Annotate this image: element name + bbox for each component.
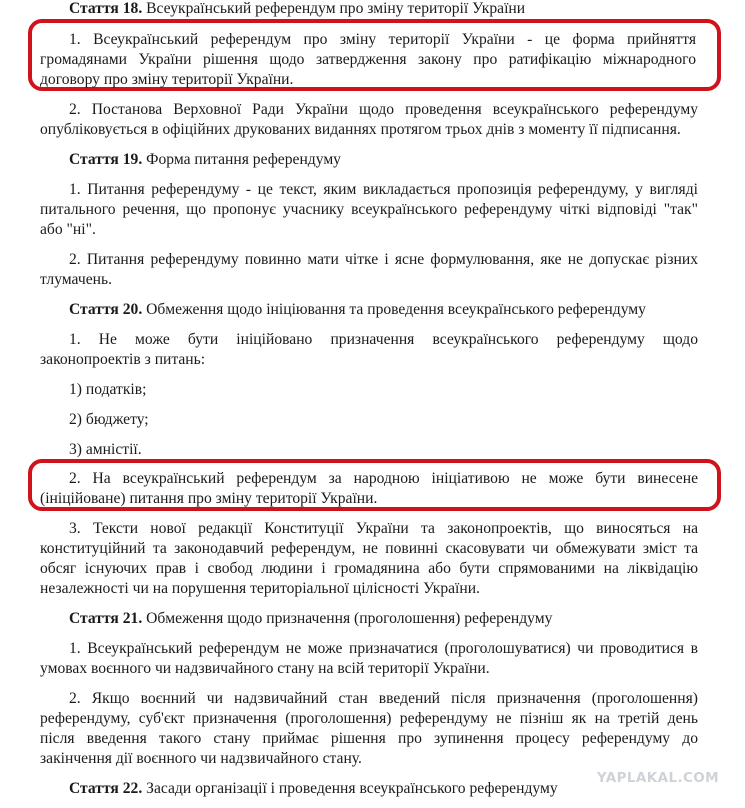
article-number: Стаття 19. xyxy=(69,151,143,168)
article-number: Стаття 20. xyxy=(69,301,143,318)
paragraph-line: 1. Всеукраїнський референдум не може призначатися (проголошуватися) чи проводитися в xyxy=(69,640,698,657)
article-title: Засади організації і проведення всеукраїнського референдуму xyxy=(146,780,558,797)
paragraph-line: референдуму, суб'єкт призначення (проголошення) референдуму не пізніш як на третій день xyxy=(40,710,698,727)
paragraph-line: 1. Питання референдуму - це текст, яким викладається пропозиція референдуму, у вигляді xyxy=(69,181,698,198)
list-item: 3) амністії. xyxy=(69,441,142,458)
article-20-heading xyxy=(69,300,646,320)
paragraph-line: 2. Постанова Верховної Ради України щодо проведення всеукраїнського референдуму xyxy=(69,101,698,118)
article-21-heading xyxy=(69,609,552,629)
paragraph-line: (ініційоване) питання про зміну території України. xyxy=(40,490,378,507)
article-number: Стаття 22. xyxy=(69,780,143,797)
paragraph-line: опубліковується в офіційних друкованих виданнях протягом трьох днів з моменту її підписання. xyxy=(40,121,681,138)
paragraph-line: конституційний та законодавчий референдум, не повинні скасовувати чи обмежувати зміст та xyxy=(40,540,698,557)
paragraph-line: договору про зміну території України. xyxy=(40,71,294,88)
list-item: 2) бюджету; xyxy=(69,411,149,428)
paragraph-line: 2. Якщо воєнний чи надзвичайний стан введений після призначення (проголошення) xyxy=(69,690,698,707)
paragraph-line: громадянами України рішення щодо затвердження закону про ратифікацію міжнародного xyxy=(40,51,696,68)
article-number: Стаття 21. xyxy=(69,610,143,627)
article-title: Форма питання референдуму xyxy=(146,151,341,168)
site-watermark: YAPLAKAL.COM xyxy=(596,770,719,786)
paragraph-line: 3. Тексти нової редакції Конституції України та законопроектів, що виносяться на xyxy=(69,520,698,537)
article-number: Стаття 18. xyxy=(69,0,143,17)
paragraph-line: 1. Всеукраїнський референдум про зміну території України - це форма прийняття xyxy=(69,31,696,48)
paragraph-line: незалежності чи на порушення територіальної цілісності України. xyxy=(40,580,480,597)
paragraph-line: після введення такого стану приймає рішення про зупинення процесу референдуму до xyxy=(40,730,698,747)
paragraph-line: законопроектів з питань: xyxy=(40,351,206,368)
paragraph-line: або "ні". xyxy=(40,221,96,238)
article-18-heading xyxy=(69,0,525,19)
article-title: Обмеження щодо призначення (проголошення) референдуму xyxy=(146,610,553,627)
article-19-heading xyxy=(69,150,341,170)
paragraph-line: питального речення, що пропонує учаснику всеукраїнського референдуму чіткі відповіді "так" xyxy=(40,201,698,218)
paragraph-line: 2. Питання референдуму повинно мати чітке і ясне формулювання, яке не допускає різних xyxy=(69,251,698,268)
article-22-heading xyxy=(69,779,558,799)
paragraph-line: тлумачень. xyxy=(40,271,112,288)
list-item: 1) податків; xyxy=(69,381,147,398)
paragraph-line: 2. На всеукраїнський референдум за народною ініціативою не може бути винесене xyxy=(69,470,698,487)
paragraph-line: закінчення дії воєнного чи надзвичайного стану. xyxy=(40,750,362,767)
paragraph-line: умовах воєнного чи надзвичайного стану на всій території України. xyxy=(40,660,490,677)
article-title: Обмеження щодо ініціювання та проведення всеукраїнського референдуму xyxy=(146,301,646,318)
paragraph-line: обсяг існуючих прав і свобод людини і громадянина або бути спрямованими на ліквідацію xyxy=(40,560,698,577)
article-title: Всеукраїнський референдум про зміну території України xyxy=(146,0,526,17)
paragraph-line: 1. Не може бути ініційовано призначення всеукраїнського референдуму щодо xyxy=(69,331,698,348)
